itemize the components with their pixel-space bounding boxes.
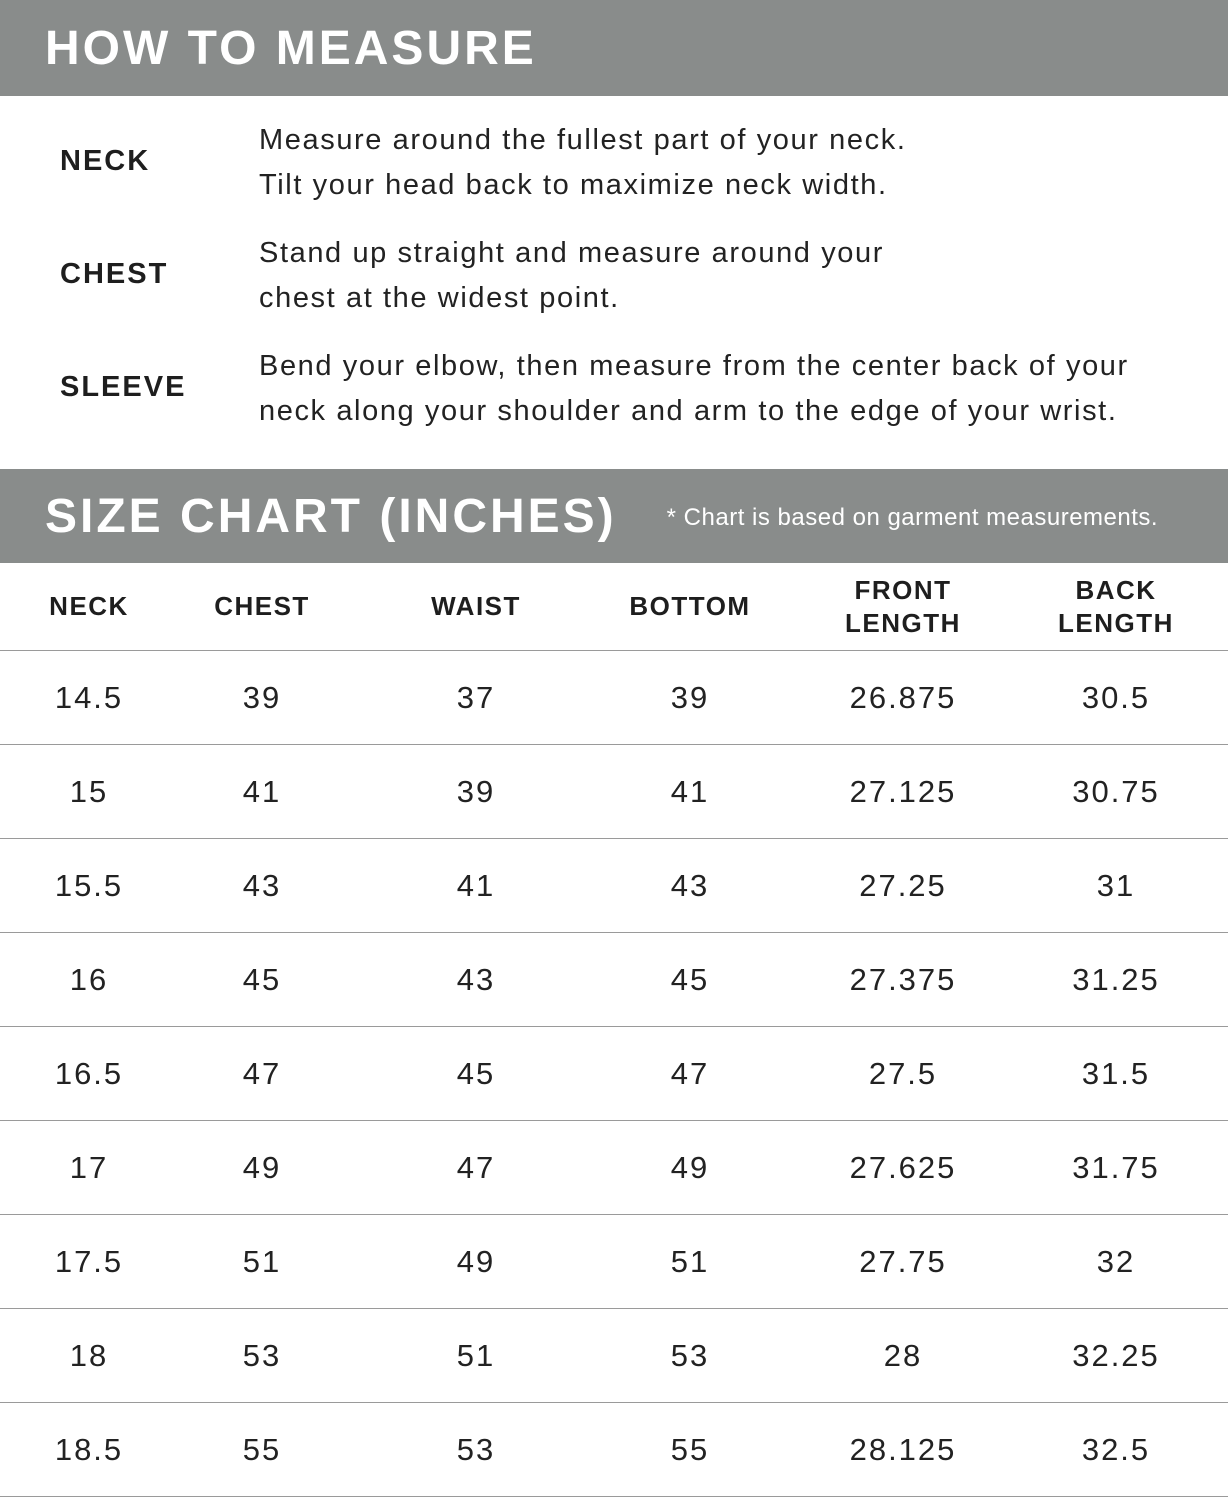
- column-header-text: LENGTH: [1058, 607, 1174, 638]
- measure-label-chest: CHEST: [60, 258, 169, 290]
- cell-front-length: 27.75: [859, 1244, 947, 1279]
- measure-line: Measure around the fullest part of your neck.: [259, 124, 907, 156]
- how-to-measure-title: HOW TO MEASURE: [45, 21, 537, 75]
- cell-chest: 39: [242, 680, 282, 715]
- cell-back-length: 31.75: [1072, 1150, 1160, 1185]
- cell-waist: 41: [456, 868, 496, 903]
- cell-waist: 47: [456, 1150, 496, 1185]
- table-row: [0, 651, 1228, 745]
- cell-neck: 16: [69, 962, 109, 997]
- cell-chest: 43: [242, 868, 282, 903]
- measure-text-sleeve: [259, 344, 1129, 434]
- cell-neck: 18: [69, 1338, 109, 1373]
- column-header-neck: [49, 563, 129, 650]
- cell-front-length: 26.875: [849, 680, 957, 715]
- size-chart-title: SIZE CHART (INCHES): [45, 489, 617, 543]
- measure-line: Stand up straight and measure around your: [259, 237, 885, 269]
- size-chart-table: [0, 563, 1228, 1497]
- size-chart-note: * Chart is based on garment measurements.: [666, 504, 1159, 531]
- cell-bottom: 43: [670, 868, 710, 903]
- column-header-text: BOTTOM: [629, 591, 751, 621]
- column-header-text: LENGTH: [845, 607, 961, 638]
- cell-chest: 47: [242, 1056, 282, 1091]
- cell-waist: 53: [456, 1432, 496, 1467]
- cell-chest: 41: [242, 774, 282, 809]
- column-header-text: BACK: [1075, 574, 1157, 605]
- column-header-chest: [214, 563, 310, 650]
- cell-bottom: 55: [670, 1432, 710, 1467]
- cell-front-length: 28: [883, 1338, 923, 1373]
- measure-text-neck: [259, 118, 906, 208]
- cell-neck: 17: [69, 1150, 109, 1185]
- column-header-text: CHEST: [214, 591, 310, 621]
- measure-line: chest at the widest point.: [259, 282, 620, 314]
- cell-chest: 53: [242, 1338, 282, 1373]
- cell-neck: 15: [69, 774, 109, 809]
- how-to-measure-banner: [0, 0, 1228, 96]
- cell-waist: 45: [456, 1056, 496, 1091]
- cell-bottom: 47: [670, 1056, 710, 1091]
- cell-back-length: 32.25: [1072, 1338, 1160, 1373]
- measure-instructions: [0, 96, 1228, 469]
- cell-front-length: 27.375: [849, 962, 957, 997]
- measure-label-neck: NECK: [60, 145, 151, 177]
- measure-line: neck along your shoulder and arm to the edge of your wrist.: [259, 395, 1118, 427]
- table-body: [0, 651, 1228, 1497]
- table-row: [0, 1121, 1228, 1215]
- cell-chest: 49: [242, 1150, 282, 1185]
- table-row: [0, 1403, 1228, 1497]
- cell-neck: 17.5: [54, 1244, 124, 1279]
- cell-chest: 45: [242, 962, 282, 997]
- cell-neck: 18.5: [54, 1432, 124, 1467]
- cell-bottom: 45: [670, 962, 710, 997]
- cell-bottom: 49: [670, 1150, 710, 1185]
- cell-back-length: 30.75: [1072, 774, 1160, 809]
- cell-back-length: 32: [1096, 1244, 1136, 1279]
- cell-waist: 39: [456, 774, 496, 809]
- cell-chest: 51: [242, 1244, 282, 1279]
- measure-line: Tilt your head back to maximize neck width.: [259, 169, 888, 201]
- cell-waist: 49: [456, 1244, 496, 1279]
- size-chart-banner: [0, 469, 1228, 563]
- column-header-text: NECK: [49, 591, 129, 621]
- cell-front-length: 28.125: [849, 1432, 957, 1467]
- cell-bottom: 39: [670, 680, 710, 715]
- cell-back-length: 31.5: [1081, 1056, 1151, 1091]
- column-header-back-length: [1058, 563, 1174, 650]
- cell-front-length: 27.5: [868, 1056, 938, 1091]
- cell-neck: 15.5: [54, 868, 124, 903]
- cell-front-length: 27.125: [849, 774, 957, 809]
- table-row: [0, 933, 1228, 1027]
- cell-bottom: 53: [670, 1338, 710, 1373]
- column-header-text: WAIST: [431, 591, 521, 621]
- cell-neck: 16.5: [54, 1056, 124, 1091]
- measure-line: Bend your elbow, then measure from the center back of your: [259, 350, 1129, 382]
- column-header-text: FRONT: [854, 574, 952, 605]
- cell-bottom: 41: [670, 774, 710, 809]
- cell-chest: 55: [242, 1432, 282, 1467]
- column-header-front-length: [845, 563, 961, 650]
- cell-waist: 37: [456, 680, 496, 715]
- column-header-waist: [431, 563, 521, 650]
- cell-waist: 43: [456, 962, 496, 997]
- cell-back-length: 31.25: [1072, 962, 1160, 997]
- table-row: [0, 1215, 1228, 1309]
- cell-front-length: 27.625: [849, 1150, 957, 1185]
- cell-back-length: 30.5: [1081, 680, 1151, 715]
- column-header-bottom: [629, 563, 750, 650]
- table-row: [0, 839, 1228, 933]
- table-row: [0, 1309, 1228, 1403]
- table-header-row: [0, 563, 1228, 651]
- table-row: [0, 745, 1228, 839]
- cell-waist: 51: [456, 1338, 496, 1373]
- cell-back-length: 31: [1096, 868, 1136, 903]
- cell-front-length: 27.25: [859, 868, 947, 903]
- cell-back-length: 32.5: [1081, 1432, 1151, 1467]
- measure-text-chest: [259, 231, 884, 321]
- cell-bottom: 51: [670, 1244, 710, 1279]
- cell-neck: 14.5: [54, 680, 124, 715]
- measure-label-sleeve: SLEEVE: [60, 371, 187, 403]
- table-row: [0, 1027, 1228, 1121]
